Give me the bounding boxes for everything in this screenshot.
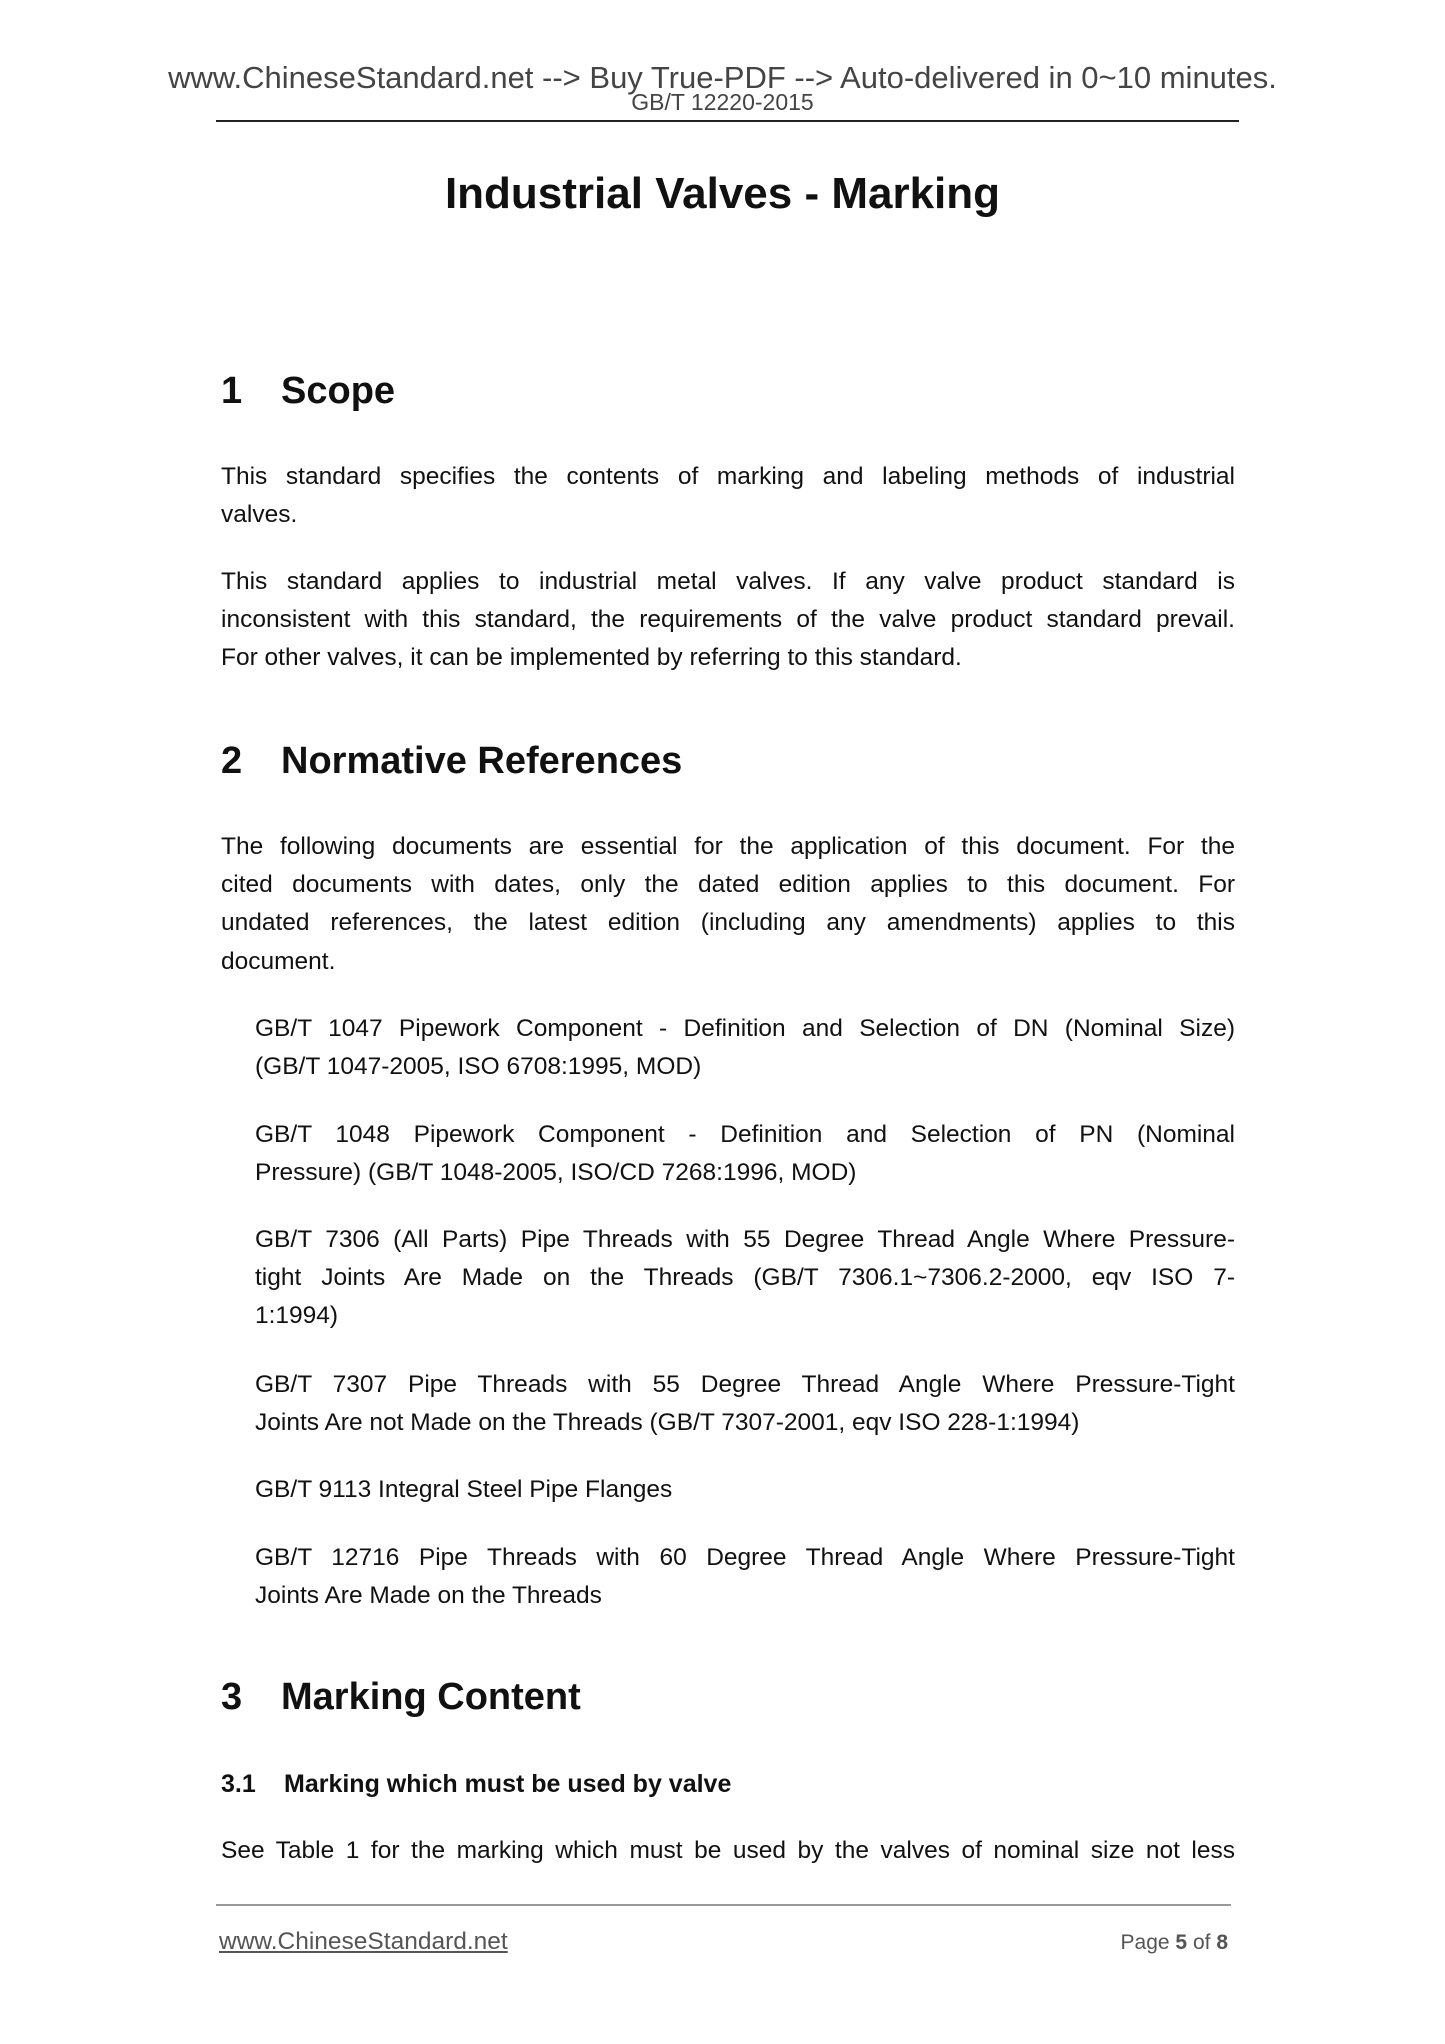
reference-line: GB/T 7306 (All Parts) Pipe Threads with 55 Degree Thread Angle Where Pressure- [255,1226,1235,1253]
subsection-number: 3.1 [221,1770,256,1798]
reference-line: Pressure) (GB/T 1048-2005, ISO/CD 7268:1996, MOD) [255,1159,857,1186]
document-code: GB/T 12220-2015 [631,89,814,115]
paragraph-line: undated references, the latest edition (including any amendments) applies to this [221,909,1235,936]
paragraph-line: This standard applies to industrial metal valves. If any valve product standard is [221,568,1235,595]
page-total: 8 [1216,1931,1228,1954]
section-heading-marking-content: Marking Content [281,1676,581,1718]
paragraph-line: valves. [221,501,298,528]
page-current: 5 [1175,1931,1188,1954]
page-of: of [1192,1931,1211,1954]
section-heading-normative-references: Normative References [281,740,683,782]
reference-line: tight Joints Are Made on the Threads (GB/T 7306.1~7306.2-2000, eqv ISO 7- [255,1264,1235,1291]
paragraph-line: This standard specifies the contents of marking and labeling methods of industrial [221,463,1235,490]
footer-website-link[interactable]: www.ChineseStandard.net [219,1928,508,1955]
reference-line: GB/T 1047 Pipework Component - Definition and Selection of DN (Nominal Size) [255,1015,1235,1042]
paragraph-line: See Table 1 for the marking which must be used by the valves of nominal size not less [221,1837,1235,1864]
reference-line: 1:1994) [255,1302,339,1329]
section-number: 2 [221,740,243,782]
section-number: 3 [221,1676,243,1718]
reference-line: (GB/T 1047-2005, ISO 6708:1995, MOD) [255,1053,702,1080]
reference-line: GB/T 1048 Pipework Component - Definition and Selection of PN (Nominal [255,1121,1235,1148]
paragraph-line: document. [221,948,336,975]
paragraph-line: inconsistent with this standard, the requirements of the valve product standard prevail. [221,606,1235,633]
subsection-heading: Marking which must be used by valve [284,1770,732,1798]
section-heading-scope: Scope [281,370,396,412]
reference-line: GB/T 9113 Integral Steel Pipe Flanges [255,1476,673,1503]
reference-line: GB/T 7307 Pipe Threads with 55 Degree Thread Angle Where Pressure-Tight [255,1371,1235,1398]
reference-line: Joints Are Made on the Threads [255,1582,602,1609]
page-word: Page [1120,1931,1170,1954]
page-indicator [1121,1928,1228,1958]
header-divider [216,120,1239,122]
page-title: Industrial Valves - Marking [444,169,1001,218]
reference-line: Joints Are not Made on the Threads (GB/T 7307-2001, eqv ISO 228-1:1994) [255,1409,1080,1436]
section-number: 1 [221,370,243,412]
paragraph-line: The following documents are essential for the application of this document. For the [221,833,1235,860]
paragraph-line: For other valves, it can be implemented by referring to this standard. [221,644,962,671]
header-banner: www.ChineseStandard.net --> Buy True-PDF --> Auto-delivered in 0~10 minutes. [168,60,1277,95]
paragraph-line: cited documents with dates, only the dated edition applies to this document. For [221,871,1235,898]
reference-line: GB/T 12716 Pipe Threads with 60 Degree Thread Angle Where Pressure-Tight [255,1544,1235,1571]
footer-divider [216,1904,1231,1906]
